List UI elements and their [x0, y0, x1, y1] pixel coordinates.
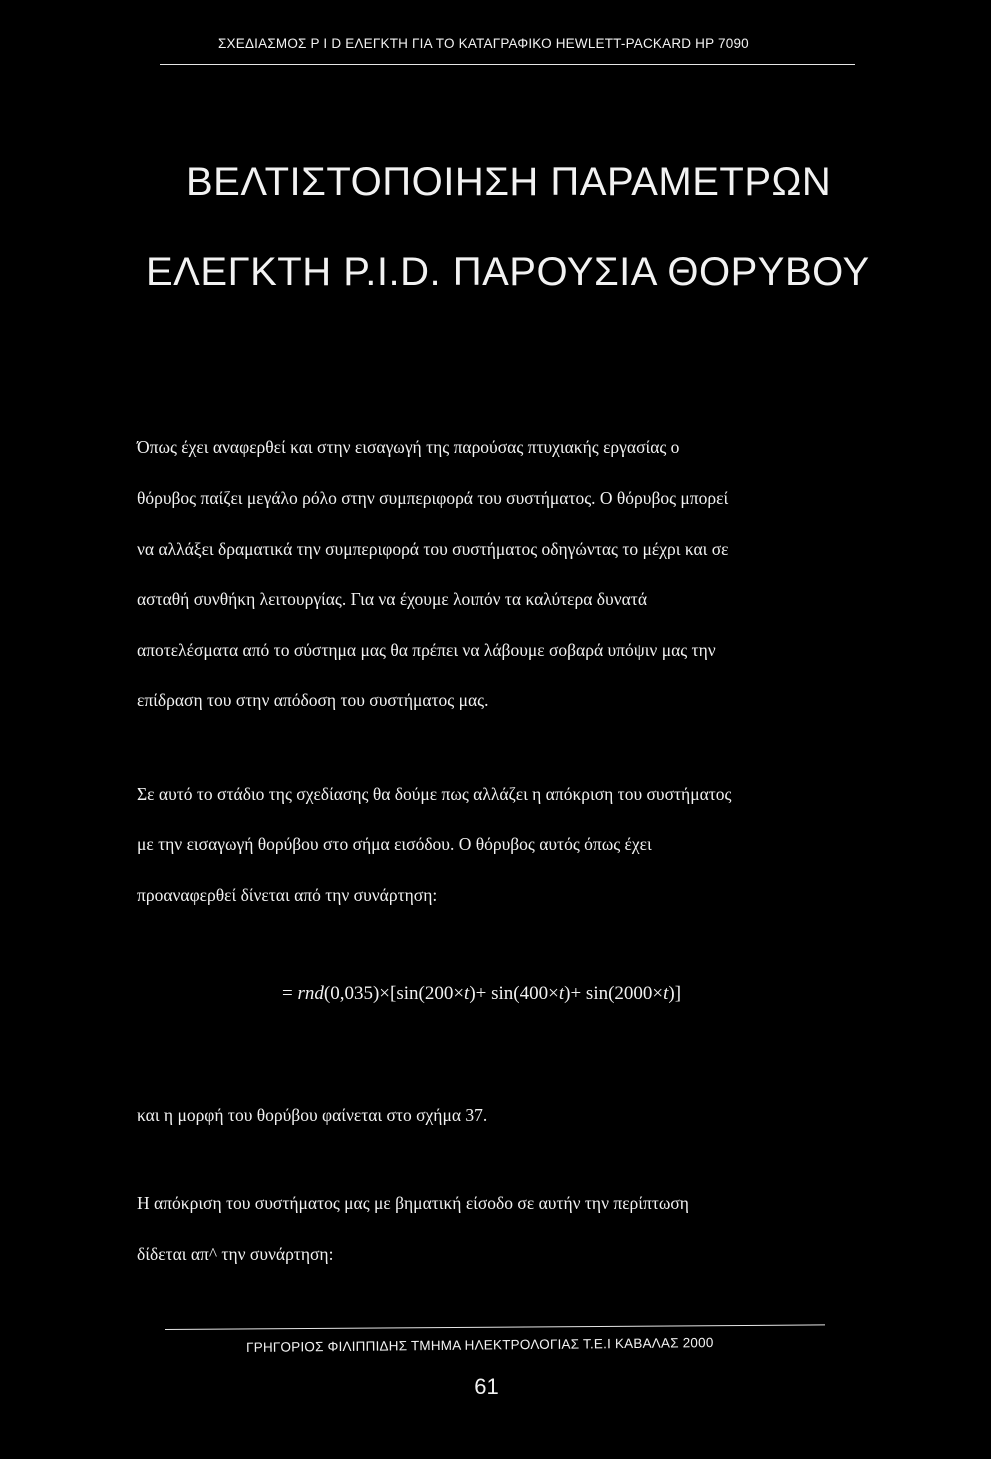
formula-close-3: ) [668, 983, 675, 1004]
footer-rule [165, 1324, 825, 1330]
formula-plus-1: + [475, 983, 492, 1004]
running-header: ΣΧΕΔΙΑΣΜΟΣ P I D ΕΛΕΓΚΤΗ ΓΙΑ ΤΟ ΚΑΤΑΓΡΑΦΙΚΟ HEWLETT-PACKARD HP 7090 [218, 36, 749, 51]
page-title-line-2: ΕΛΕΓΚΤΗ P.I.D. ΠΑΡΟΥΣΙΑ ΘΟΡΥΒΟΥ [146, 250, 870, 294]
paragraph-line: με την εισαγωγή θορύβου στο σήμα εισόδου. Ο θόρυβος αυτός όπως έχει [137, 834, 652, 854]
page-number: 61 [474, 1374, 499, 1399]
formula-rnd: rnd [297, 983, 324, 1004]
formula-plus-2: + [570, 983, 586, 1004]
paragraph-line: επίδραση του στην απόδοση του συστήματος μας. [137, 690, 489, 710]
formula-equals: = [282, 983, 293, 1004]
paragraph-line: Η απόκριση του συστήματος μας με βηματική είσοδο σε αυτήν την περίπτωση [137, 1193, 689, 1213]
running-footer: ΓΡΗΓΟΡΙΟΣ ΦΙΛΙΠΠΙΔΗΣ ΤΜΗΜΑ ΗΛΕΚΤΡΟΛΟΓΙΑΣ Τ.Ε.Ι ΚΑΒΑΛΑΣ 2000 [246, 1335, 714, 1355]
paragraph-line: αποτελέσματα από το σύστημα μας θα πρέπει να λάβουμε σοβαρά υπόψιν μας την [137, 640, 716, 660]
header-rule [160, 64, 855, 65]
noise-formula [282, 983, 681, 1005]
formula-var: t [558, 983, 565, 1004]
formula-term-2: sin(400× [491, 983, 559, 1004]
formula-close-2: ) [564, 983, 571, 1004]
paragraph-line: Σε αυτό το στάδιο της σχεδίασης θα δούμε πως αλλάζει η απόκριση του συστήματος [137, 784, 732, 804]
paragraph-line: δίδεται απ^ την συνάρτηση: [137, 1244, 334, 1264]
formula-var: t [464, 983, 470, 1004]
paragraph-line: ασταθή συνθήκη λειτουργίας. Για να έχουμε λοιπόν τα καλύτερα δυνατά [137, 589, 647, 609]
formula-open-bracket: [ [390, 983, 397, 1004]
paragraph-line: θόρυβος παίζει μεγάλο ρόλο στην συμπεριφορά του συστήματος. Ο θόρυβος μπορεί [137, 488, 729, 508]
formula-term-1: sin(200× [396, 983, 465, 1004]
formula-term-3: sin(2000× [585, 983, 664, 1004]
formula-close-bracket: ] [674, 983, 682, 1004]
paragraph-line: Όπως έχει αναφερθεί και στην εισαγωγή της παρούσας πτυχιακής εργασίας ο [137, 437, 680, 457]
formula-rnd-arg: (0,035) [323, 983, 380, 1004]
page-title-line-1: ΒΕΛΤΙΣΤΟΠΟΙΗΣΗ ΠΑΡΑΜΕΤΡΩΝ [186, 160, 832, 204]
formula-times: × [379, 983, 390, 1004]
paragraph-line: να αλλάξει δραματικά την συμπεριφορά του συστήματος οδηγώντας το μέχρι και σε [137, 539, 729, 559]
formula-var: t [663, 983, 669, 1004]
formula-close-1: ) [469, 983, 476, 1004]
paragraph-3: και η μορφή του θορύβου φαίνεται στο σχήμα 37. [137, 1105, 488, 1125]
paragraph-line: προαναφερθεί δίνεται από την συνάρτηση: [137, 885, 438, 905]
